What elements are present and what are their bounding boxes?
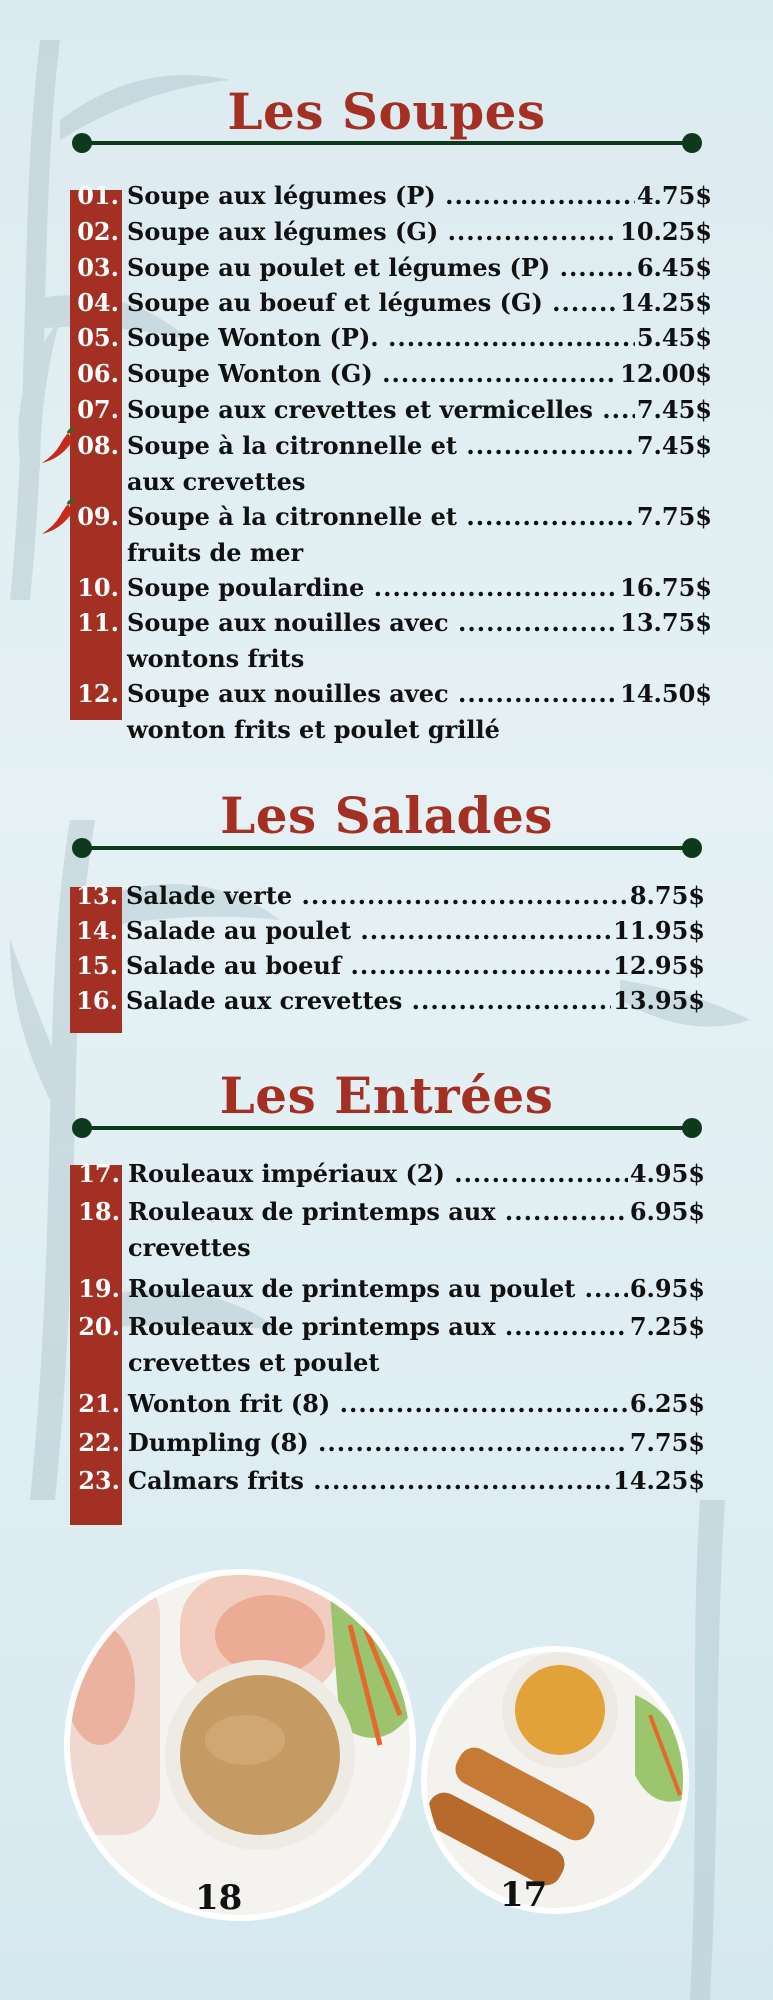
menu-item	[70, 881, 705, 910]
item-name	[119, 573, 618, 602]
item-number: 02.	[77, 217, 119, 246]
item-name	[120, 1159, 628, 1188]
item-name	[119, 679, 618, 708]
menu-item	[72, 1159, 705, 1188]
section-title-salades: Les Salades	[220, 786, 553, 845]
item-number: 08.	[77, 431, 119, 460]
item-name-continued: wontons frits	[127, 644, 305, 673]
item-name	[119, 608, 618, 637]
item-price: 14.50$	[620, 679, 712, 708]
egg-rolls-photo	[410, 1635, 700, 1925]
item-price: 6.25$	[629, 1389, 705, 1418]
item-price: 7.75$	[629, 1428, 705, 1457]
item-number: 07.	[77, 395, 119, 424]
menu-item	[75, 573, 712, 602]
item-number: 16.	[76, 986, 118, 1015]
section-title-soupes: Les Soupes	[227, 82, 546, 141]
item-name	[119, 217, 618, 246]
section-divider	[72, 133, 702, 153]
item-name-text: Calmars frits	[128, 1466, 304, 1495]
photo-label: 18	[195, 1878, 243, 1918]
item-name-text: Rouleaux de printemps aux	[128, 1312, 496, 1341]
photo-label: 17	[500, 1875, 548, 1915]
menu-item	[75, 181, 712, 210]
item-name	[120, 1312, 628, 1341]
item-name-text: Soupe aux légumes (P)	[127, 181, 436, 210]
item-name-text: Rouleaux impériaux (2)	[128, 1159, 445, 1188]
item-price: 7.45$	[636, 431, 712, 460]
item-name-text: Soupe aux nouilles avec	[127, 608, 449, 637]
item-number: 10.	[77, 573, 119, 602]
item-name-continued: fruits de mer	[127, 538, 304, 567]
item-price: 7.75$	[636, 502, 712, 531]
item-price: 16.75$	[620, 573, 712, 602]
item-number: 20.	[78, 1312, 120, 1341]
item-number: 06.	[77, 359, 119, 388]
item-name-text: Soupe Wonton (P).	[127, 323, 379, 352]
item-number: 17.	[78, 1159, 120, 1188]
menu-item	[72, 1312, 705, 1341]
menu-item	[70, 951, 705, 980]
menu-item	[75, 217, 712, 246]
item-name-text: Dumpling (8)	[128, 1428, 309, 1457]
menu-item	[72, 1389, 705, 1418]
item-name-text: Soupe aux nouilles avec	[127, 679, 449, 708]
item-name-text: Soupe au boeuf et légumes (G)	[127, 288, 543, 317]
item-number: 22.	[78, 1428, 120, 1457]
menu-item	[75, 395, 712, 424]
item-number: 04.	[77, 288, 119, 317]
item-number: 09.	[77, 502, 119, 531]
item-price: 7.45$	[636, 395, 712, 424]
item-name	[119, 323, 635, 352]
menu-item	[75, 431, 712, 460]
item-number: 18.	[78, 1197, 120, 1226]
item-name	[119, 502, 635, 531]
item-name-continued: aux crevettes	[127, 467, 306, 496]
item-price: 12.00$	[620, 359, 712, 388]
item-number: 12.	[77, 679, 119, 708]
item-name-continued: crevettes et poulet	[128, 1348, 380, 1377]
chili-pepper-icon	[38, 427, 78, 467]
item-name	[120, 1274, 628, 1303]
item-name	[120, 1389, 628, 1418]
item-price: 6.95$	[629, 1197, 705, 1226]
item-name-text: Salade au poulet	[126, 916, 352, 945]
item-name-text: Salade au boeuf	[126, 951, 342, 980]
menu-item	[72, 1197, 705, 1226]
item-name	[118, 916, 611, 945]
item-name	[119, 359, 618, 388]
item-price: 6.95$	[629, 1274, 705, 1303]
item-price: 11.95$	[613, 916, 705, 945]
item-name-text: Rouleaux de printemps au poulet	[128, 1274, 576, 1303]
item-number: 05.	[77, 323, 119, 352]
menu-item	[75, 323, 712, 352]
item-number: 14.	[76, 916, 118, 945]
menu-item	[70, 986, 705, 1015]
item-name-text: Wonton frit (8)	[128, 1389, 331, 1418]
item-price: 13.95$	[613, 986, 705, 1015]
item-price: 5.45$	[636, 323, 712, 352]
chili-pepper-icon	[38, 498, 78, 538]
item-number: 19.	[78, 1274, 120, 1303]
item-price: 12.95$	[613, 951, 705, 980]
menu-item	[75, 502, 712, 531]
spring-rolls-photo	[40, 1555, 440, 1925]
section-title-entrees: Les Entrées	[219, 1066, 554, 1125]
item-price: 14.25$	[620, 288, 712, 317]
item-name	[119, 395, 635, 424]
item-name-text: Soupe à la citronnelle et	[127, 431, 457, 460]
item-number: 01.	[77, 181, 119, 210]
item-name-text: Soupe aux légumes (G)	[127, 217, 439, 246]
item-name-text: Salade verte	[126, 881, 293, 910]
menu-item	[75, 679, 712, 708]
item-name-text: Soupe aux crevettes et vermicelles	[127, 395, 593, 424]
item-name-text: Soupe au poulet et légumes (P)	[127, 253, 551, 282]
item-price: 10.25$	[620, 217, 712, 246]
item-name-text: Salade aux crevettes	[126, 986, 403, 1015]
menu-item	[70, 916, 705, 945]
item-name	[120, 1197, 628, 1226]
item-number: 21.	[78, 1389, 120, 1418]
item-number: 11.	[77, 608, 119, 637]
item-name-text: Rouleaux de printemps aux	[128, 1197, 496, 1226]
item-price: 4.75$	[636, 181, 712, 210]
menu-item	[72, 1428, 705, 1457]
item-name	[119, 253, 635, 282]
menu-item	[72, 1466, 705, 1495]
item-name	[119, 181, 635, 210]
item-name-text: Soupe Wonton (G)	[127, 359, 373, 388]
item-price: 6.45$	[636, 253, 712, 282]
section-divider	[72, 838, 702, 858]
item-number: 23.	[78, 1466, 120, 1495]
item-price: 7.25$	[629, 1312, 705, 1341]
item-name-continued: wonton frits et poulet grillé	[127, 715, 500, 744]
section-divider	[72, 1118, 702, 1138]
item-number: 15.	[76, 951, 118, 980]
menu-item	[75, 608, 712, 637]
item-name	[120, 1428, 628, 1457]
menu-item	[75, 288, 712, 317]
item-price: 8.75$	[629, 881, 705, 910]
item-name	[119, 288, 618, 317]
item-price: 14.25$	[613, 1466, 705, 1495]
item-number: 03.	[77, 253, 119, 282]
item-name	[118, 986, 611, 1015]
item-name-text: Soupe à la citronnelle et	[127, 502, 457, 531]
item-name	[119, 431, 635, 460]
item-price: 13.75$	[620, 608, 712, 637]
item-number: 13.	[76, 881, 118, 910]
item-name-continued: crevettes	[128, 1233, 251, 1262]
menu-item	[75, 359, 712, 388]
item-name-text: Soupe poulardine	[127, 573, 365, 602]
item-name	[120, 1466, 611, 1495]
item-name	[118, 951, 611, 980]
menu-item	[72, 1274, 705, 1303]
menu-item	[75, 253, 712, 282]
item-name	[118, 881, 628, 910]
item-price: 4.95$	[629, 1159, 705, 1188]
